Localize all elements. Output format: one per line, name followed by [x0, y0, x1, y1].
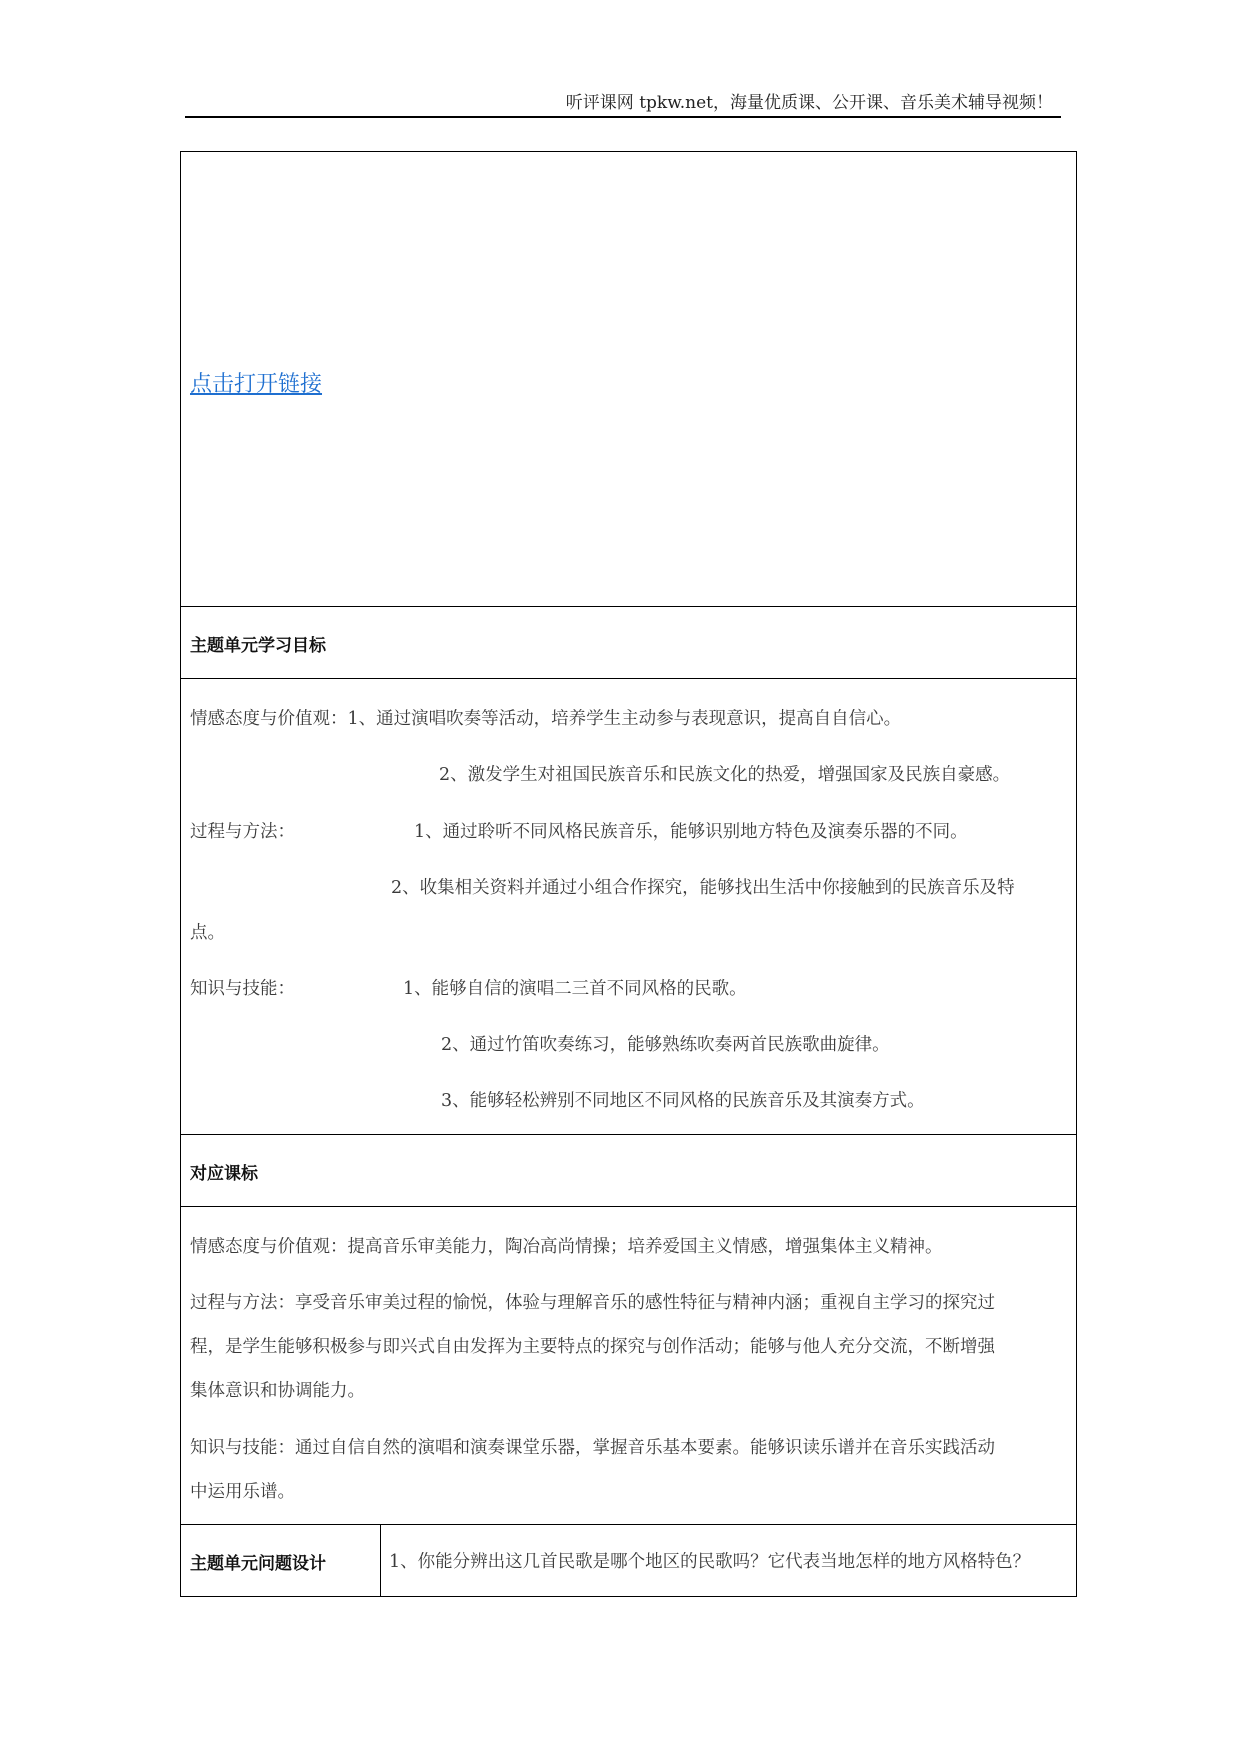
- goal-line: 点。: [190, 923, 225, 943]
- question-design-heading: 主题单元问题设计: [190, 1554, 326, 1574]
- standards-content-row: [181, 1207, 1076, 1525]
- standard-line: 集体意识和协调能力。: [190, 1381, 365, 1401]
- standard-line: 程，是学生能够积极参与即兴式自由发挥为主要特点的探究与创作活动；能够与他人充分交流，不断增强: [190, 1337, 995, 1357]
- goal-line: 1、能够自信的演唱二三首不同风格的民歌。: [403, 979, 747, 999]
- goal-line: 情感态度与价值观：1、通过演唱吹奏等活动，培养学生主动参与表现意识，提高自自信心。: [190, 709, 902, 729]
- goal-line: 1、通过聆听不同风格民族音乐，能够识别地方特色及演奏乐器的不同。: [414, 822, 968, 842]
- question-design-row: [181, 1525, 1076, 1596]
- standards-heading: 对应课标: [190, 1164, 258, 1184]
- page-header: [185, 88, 1061, 118]
- header-text: 听评课网 tpkw.net，海量优质课、公开课、音乐美术辅导视频！: [565, 93, 1053, 113]
- goal-line: 2、通过竹笛吹奏练习，能够熟练吹奏两首民族歌曲旋律。: [441, 1035, 890, 1055]
- column-divider: [380, 1525, 381, 1596]
- standard-line: 中运用乐谱。: [190, 1482, 295, 1502]
- goals-heading: 主题单元学习目标: [190, 636, 326, 656]
- link-row: [181, 152, 1076, 607]
- open-link[interactable]: 点击打开链接: [190, 372, 323, 397]
- standard-line: 情感态度与价值观：提高音乐审美能力，陶冶高尚情操；培养爱国主义情感，增强集体主义精神。: [190, 1237, 943, 1257]
- standard-line: 知识与技能：通过自信自然的演唱和演奏课堂乐器，掌握音乐基本要素。能够识读乐谱并在音乐实践活动: [190, 1438, 995, 1458]
- goal-line: 3、能够轻松辨别不同地区不同风格的民族音乐及其演奏方式。: [441, 1091, 925, 1111]
- goals-heading-row: [181, 607, 1076, 679]
- unit-plan-table: [180, 151, 1077, 1597]
- goal-line: 过程与方法：: [190, 822, 295, 842]
- question-text: 1、你能分辨出这几首民歌是哪个地区的民歌吗？它代表当地怎样的地方风格特色？: [389, 1552, 1031, 1572]
- standards-heading-row: [181, 1135, 1076, 1207]
- goal-line: 2、激发学生对祖国民族音乐和民族文化的热爱，增强国家及民族自豪感。: [439, 765, 1011, 785]
- goals-content-row: [181, 679, 1076, 1135]
- standard-line: 过程与方法：享受音乐审美过程的愉悦，体验与理解音乐的感性特征与精神内涵；重视自主学习的探究过: [190, 1293, 995, 1313]
- goal-line: 知识与技能：: [190, 979, 295, 999]
- goal-line: 2、收集相关资料并通过小组合作探究，能够找出生活中你接触到的民族音乐及特: [391, 878, 1015, 898]
